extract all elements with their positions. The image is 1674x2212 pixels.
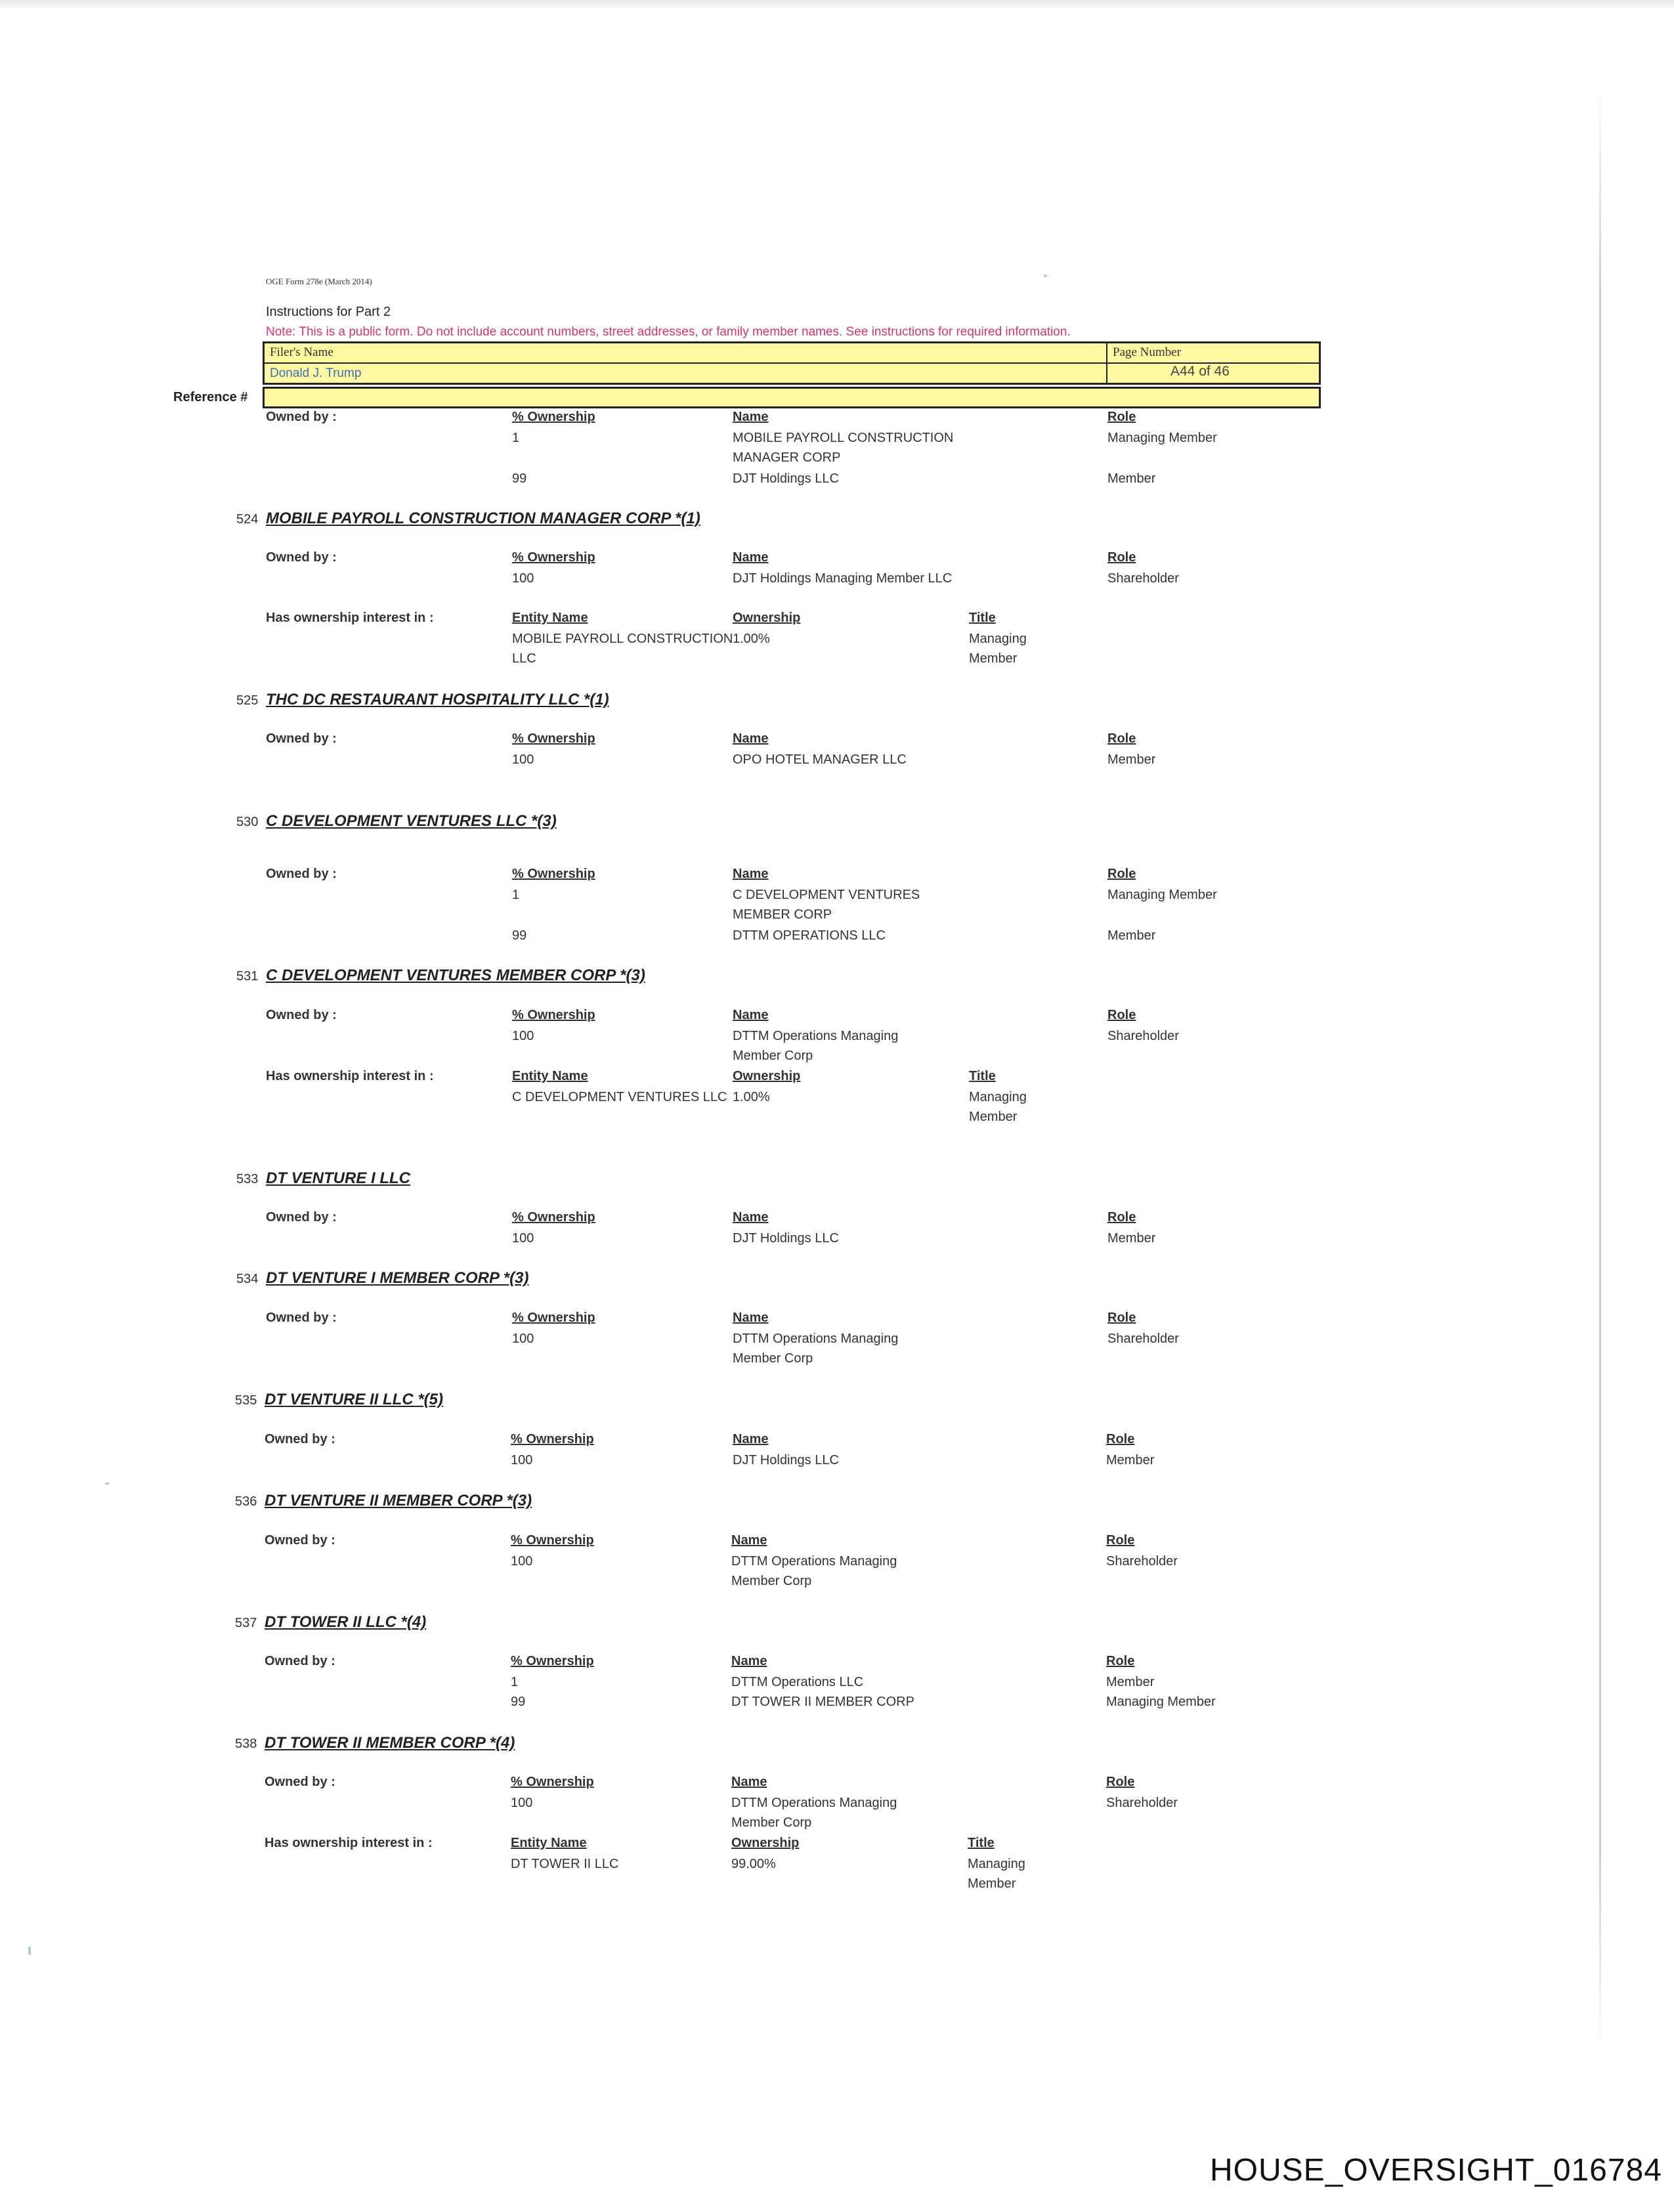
owner-name: DT TOWER II MEMBER CORP [731,1695,914,1709]
interest-entity: MOBILE PAYROLL CONSTRUCTION [512,632,733,646]
name-header: Name [733,1210,769,1225]
pct-ownership-header: % Ownership [512,867,595,881]
owner-pct: 100 [512,1029,534,1043]
pct-ownership-header: % Ownership [511,1775,594,1789]
name-header: Name [733,1311,769,1325]
owner-name: DJT Holdings LLC [733,1231,839,1246]
owner-pct: 100 [512,1231,534,1246]
public-form-note: Note: This is a public form. Do not include account numbers, street addresses, or family member names. See instructions for required information. [266,325,1071,339]
owner-name: DTTM OPERATIONS LLC [733,928,886,943]
entity-name-header: Entity Name [511,1836,587,1850]
owner-role: Member [1107,1231,1156,1246]
owned-by-label: Owned by : [266,1311,337,1325]
filer-header-box [263,341,1321,385]
role-header: Role [1106,1533,1135,1548]
owner-pct: 100 [512,752,534,767]
interest-title: Managing [969,632,1027,646]
name-header: Name [733,1008,769,1022]
interest-entity-cont: LLC [512,651,536,666]
owner-pct: 1 [512,431,520,445]
role-header: Role [1107,1311,1136,1325]
owner-name: OPO HOTEL MANAGER LLC [733,752,907,767]
page-number-value: A44 of 46 [1170,364,1230,379]
owner-role: Member [1106,1453,1155,1467]
entity-title: DT VENTURE I MEMBER CORP *(3) [266,1269,529,1287]
owner-pct: 99 [512,928,527,943]
entity-number: 535 [235,1393,257,1408]
role-header: Role [1107,410,1136,424]
pct-ownership-header: % Ownership [511,1432,594,1446]
owner-name: MOBILE PAYROLL CONSTRUCTION [733,431,954,445]
interest-entity: C DEVELOPMENT VENTURES LLC [512,1090,727,1104]
entity-title: C DEVELOPMENT VENTURES LLC *(3) [266,812,557,830]
owner-pct: 100 [512,1332,534,1346]
reference-field [263,387,1321,408]
owned-by-label: Owned by : [265,1654,335,1668]
owner-role: Managing Member [1106,1695,1216,1709]
owner-name-cont: Member Corp [733,1351,813,1366]
entity-number: 537 [235,1616,257,1630]
owner-name: DTTM Operations Managing [731,1554,897,1569]
role-header: Role [1107,1210,1136,1225]
entity-title: DT TOWER II MEMBER CORP *(4) [265,1734,515,1752]
ownership-header: Ownership [733,1069,801,1083]
owner-name: DTTM Operations Managing [733,1332,899,1346]
entity-title: DT VENTURE II MEMBER CORP *(3) [265,1492,532,1509]
filer-name-label: Filer's Name [270,345,333,359]
name-header: Name [731,1533,767,1548]
interest-entity: DT TOWER II LLC [511,1857,619,1871]
interest-title: Managing [969,1090,1027,1104]
interest-title-cont: Member [968,1876,1016,1891]
name-header: Name [733,731,769,746]
pct-ownership-header: % Ownership [512,1008,595,1022]
entity-name-header: Entity Name [512,1069,588,1083]
entity-number: 524 [236,512,259,527]
owner-name: DJT Holdings LLC [733,471,839,486]
interest-ownership: 99.00% [731,1857,776,1871]
owner-role: Shareholder [1107,571,1179,586]
entity-title: DT VENTURE I LLC [266,1169,410,1187]
owner-pct: 99 [511,1695,526,1709]
has-interest-label: Has ownership interest in : [265,1836,433,1850]
owner-name-cont: Member Corp [733,1049,813,1063]
owner-role: Member [1107,752,1156,767]
role-header: Role [1107,1008,1136,1022]
interest-ownership: 1.00% [733,632,770,646]
owned-by-label: Owned by : [265,1533,335,1548]
pct-ownership-header: % Ownership [511,1654,594,1668]
entity-name-header: Entity Name [512,611,588,625]
pct-ownership-header: % Ownership [512,1311,595,1325]
role-header: Role [1106,1432,1135,1446]
entity-title: MOBILE PAYROLL CONSTRUCTION MANAGER CORP *(1) [266,510,700,527]
owner-pct: 100 [512,571,534,586]
page-number-label: Page Number [1113,345,1181,359]
name-header: Name [731,1775,767,1789]
owner-pct: 1 [511,1675,519,1689]
owned-by-label: Owned by : [266,867,337,881]
pct-ownership-header: % Ownership [511,1533,594,1548]
owner-name: DJT Holdings LLC [733,1453,839,1467]
scan-speck [105,1483,109,1485]
owned-by-label: Owned by : [266,550,337,565]
entity-title: C DEVELOPMENT VENTURES MEMBER CORP *(3) [266,966,645,984]
interest-title-cont: Member [969,1110,1018,1124]
pct-ownership-header: % Ownership [512,731,595,746]
owned-by-label: Owned by : [266,731,337,746]
pct-ownership-header: % Ownership [512,410,595,424]
role-header: Role [1106,1775,1135,1789]
has-interest-label: Has ownership interest in : [266,1069,434,1083]
owner-pct: 1 [512,888,520,902]
owner-role: Member [1107,471,1156,486]
title-header: Title [969,1069,996,1083]
owner-name: DTTM Operations LLC [731,1675,864,1689]
owner-role: Member [1107,928,1156,943]
owner-name-cont: MANAGER CORP [733,450,841,465]
owner-role: Managing Member [1107,431,1217,445]
form-identifier: OGE Form 278e (March 2014) [266,276,372,286]
role-header: Role [1107,731,1136,746]
owner-role: Shareholder [1106,1554,1178,1569]
scan-right-edge-line [1599,85,1601,2055]
entity-number: 530 [236,815,259,829]
entity-number: 534 [236,1272,259,1286]
has-interest-label: Has ownership interest in : [266,611,434,625]
entity-number: 531 [236,969,259,984]
owned-by-label: Owned by : [265,1775,335,1789]
owner-name: DJT Holdings Managing Member LLC [733,571,953,586]
name-header: Name [733,410,769,424]
owner-pct: 100 [511,1453,533,1467]
role-header: Role [1107,550,1136,565]
owner-role: Managing Member [1107,888,1217,902]
title-header: Title [969,611,996,625]
filer-name-value: Donald J. Trump [270,366,362,380]
entity-title: THC DC RESTAURANT HOSPITALITY LLC *(1) [266,691,609,708]
owner-role: Member [1106,1675,1155,1689]
interest-ownership: 1.00% [733,1090,770,1104]
title-header: Title [968,1836,995,1850]
owned-by-label: Owned by : [266,410,337,424]
header-divider [265,362,1319,364]
name-header: Name [733,550,769,565]
name-header: Name [733,867,769,881]
interest-title: Managing [968,1857,1025,1871]
owned-by-label: Owned by : [265,1432,335,1446]
role-header: Role [1106,1654,1135,1668]
instructions-heading: Instructions for Part 2 [266,305,391,319]
role-header: Role [1107,867,1136,881]
owner-name-cont: Member Corp [731,1574,812,1588]
owner-pct: 99 [512,471,527,486]
owner-role: Shareholder [1106,1796,1178,1810]
scan-edge [0,0,1674,9]
scan-speck [28,1947,31,1955]
pct-ownership-header: % Ownership [512,1210,595,1225]
entity-number: 525 [236,693,259,708]
entity-number: 533 [236,1172,259,1186]
bates-number: HOUSE_OVERSIGHT_016784 [1210,2153,1662,2188]
owner-name: DTTM Operations Managing [731,1796,897,1810]
name-header: Name [731,1654,767,1668]
owner-pct: 100 [511,1796,533,1810]
owner-role: Shareholder [1107,1029,1179,1043]
entity-title: DT VENTURE II LLC *(5) [265,1391,444,1408]
reference-label: Reference # [173,390,248,404]
owner-pct: 100 [511,1554,533,1569]
header-divider [1106,343,1107,383]
owned-by-label: Owned by : [266,1210,337,1225]
entity-title: DT TOWER II LLC *(4) [265,1613,427,1631]
ownership-header: Ownership [733,611,801,625]
entity-number: 538 [235,1737,257,1751]
owner-name: C DEVELOPMENT VENTURES [733,888,920,902]
entity-number: 536 [235,1494,257,1509]
owner-name: DTTM Operations Managing [733,1029,899,1043]
owner-role: Shareholder [1107,1332,1179,1346]
owner-name-cont: Member Corp [731,1815,812,1830]
owner-name-cont: MEMBER CORP [733,907,832,922]
scan-speck [1044,274,1047,277]
pct-ownership-header: % Ownership [512,550,595,565]
interest-title-cont: Member [969,651,1018,666]
ownership-header: Ownership [731,1836,800,1850]
owned-by-label: Owned by : [266,1008,337,1022]
name-header: Name [733,1432,769,1446]
